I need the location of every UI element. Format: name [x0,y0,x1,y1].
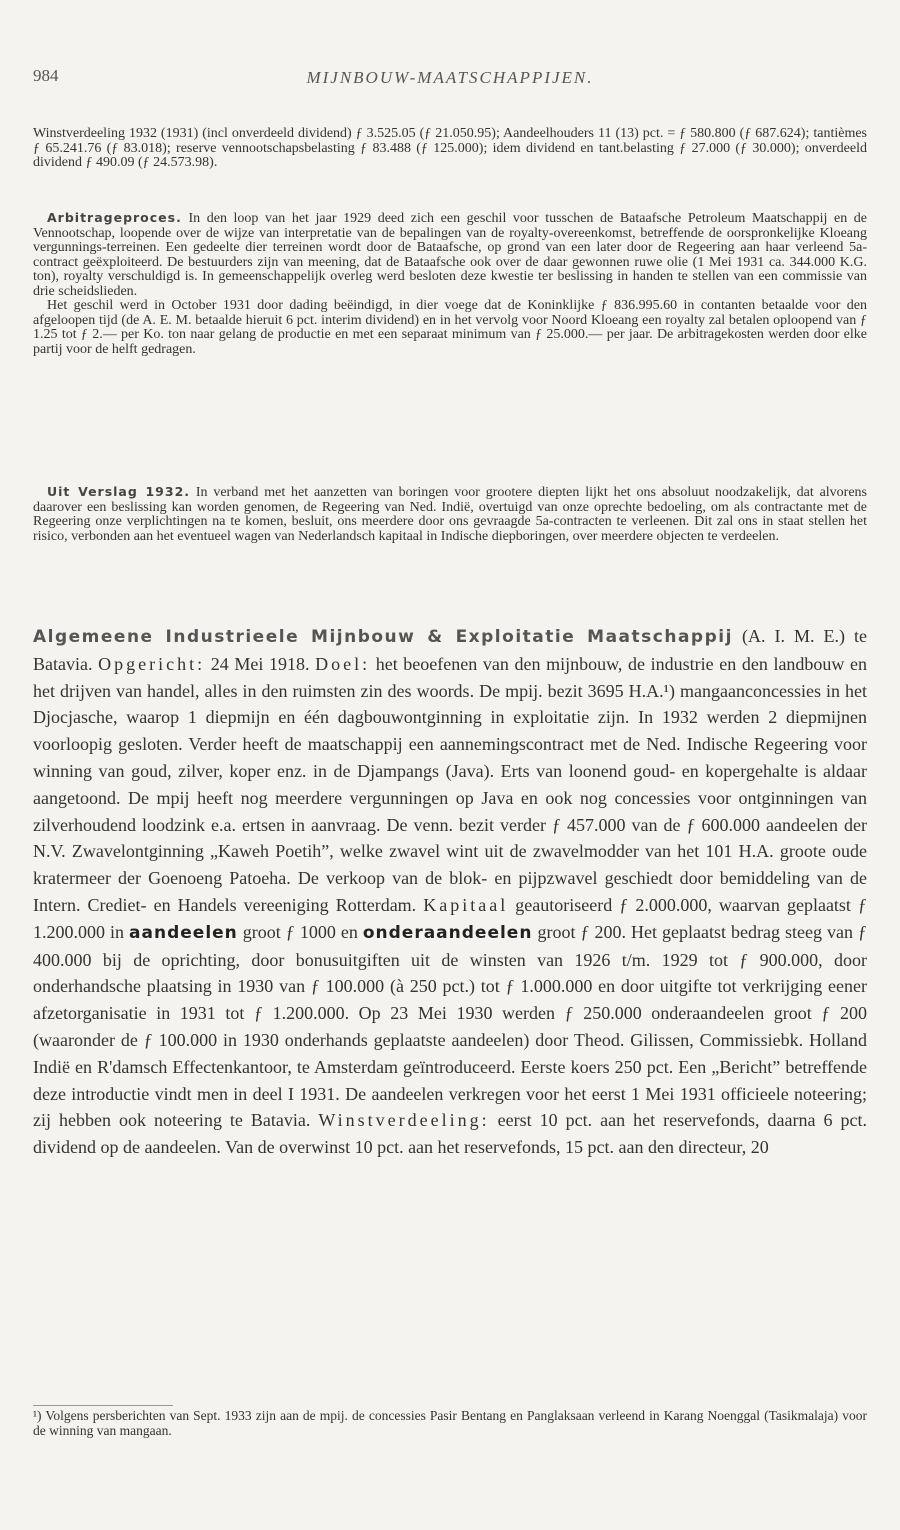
arbitrage-paragraph-1 [33,211,867,299]
company-paragraph [33,623,867,1161]
arbitrage-heading: Arbitrageproces. [47,210,182,225]
verslag-heading: Uit Verslag 1932. [47,484,191,499]
verslag-text: In verband met het aanzetten van boringen voor grootere diepten lijkt het ons absoluut noodzakelijk, dat alvorens daarover een beslissing kan worden genomen, de Regeering van Ned. Indië, overtuigd van onze oprechte bedoeling, om als contractante met de Regeering onze verplichtingen na te komen, besluit, ons meerdere door ons gevraagde 5a-contracten te verleenen. Dit zal ons in staat stellen het risico, verbonden aan het eventueel wagen van Nederlandsch kapitaal in Indische diepboringen, over meerdere objecten te verdeelen. [33,485,867,544]
opgericht-label: Opgericht: [98,653,206,674]
company-section [33,623,867,1161]
verslag-paragraph [33,485,867,544]
opgericht-date: 24 Mei 1918. [210,653,310,674]
footnote-divider [33,1405,173,1406]
company-abbr: (A. I. M. E.) te Batavia. [33,626,867,674]
aandeelen-term: aandeelen [129,922,238,943]
page-header [33,66,867,92]
arbitrage-text-1: In den loop van het jaar 1929 deed zich een geschil voor tusschen de Bataafsche Petroleum Maatschappij en de Vennootschap, loopende over de wijze van interpretatie van de bepalingen van de royalty-overeenkomst, betreffende de oorspronkelijke Kloeang vergunnings-terreinen. Een gedeelte dier terreinen wordt door de Bataafsche, op grond van een later door de Regeering aan haar verleend 5a-contract geëxploiteerd. De bestuurders zijn van meening, dat de Bataafsche ook over de daar gewonnen ruwe olie (1 Mei 1931 ca. 344.000 K.G. ton), royalty verschuldigd is. In gemeenschappelijk overleg werd besloten deze kwestie ter beslissing in handen te stellen van een commissie van drie scheidslieden. [33,211,868,299]
running-title: MIJNBOUW-MAATSCHAPPIJEN. [306,68,594,87]
onderaandeelen-term: onderaandeelen [362,922,533,943]
footnote-text: ¹) Volgens persberichten van Sept. 1933 zijn aan de mpij. de concessies Pasir Bentang en Panglaksaan verleend in Karang Noenggal (Tasikmalaja) voor de winning van mangaan. [33,1408,867,1438]
company-text-3: groot ƒ 1000 en [242,921,358,942]
company-text-2: geautoriseerd ƒ 2.000.000, waarvan geplaatst ƒ 1.200.000 in [33,894,867,942]
page-number: 984 [33,66,59,85]
verslag-section [33,485,867,544]
doel-label: Doel: [315,653,371,674]
footnote [33,1408,867,1438]
arbitrage-paragraph-2: Het geschil werd in October 1931 door dading beëindigd, in dier voege dat de Koninklijke ƒ 836.995.60 in contanten betaalde voor den afgeloopen tijd (de A. E. M. betaalde hieruit 6 pct. interim dividend) en in het vervolg voor Noord Kloeang een royalty zal betalen oploopend van ƒ 1.25 tot ƒ 2.— per Ko. ton naar gelang de productie en met een separaat minimum van ƒ 25.000.— per jaar. De arbitragekosten werden door elke partij voor de helft gedragen. [33,298,867,357]
winstverdeeling-paragraph [33,127,867,171]
winstverdeeling-label: Winstverdeeling: [318,1110,490,1131]
winstverdeeling-text: Winstverdeeling 1932 (1931) (incl onverdeeld dividend) ƒ 3.525.05 (ƒ 21.050.95); Aandeelhouders 11 (13) pct. = ƒ 580.800 (ƒ 687.624); tantièmes ƒ 65.241.76 (ƒ 83.018); reserve vennootschapsbelasting ƒ 83.488 (ƒ 125.000); idem dividend en tant.belasting ƒ 27.000 (ƒ 30.000); onverdeeld dividend ƒ 490.09 (ƒ 24.573.98). [33,126,867,170]
company-name: Algemeene Industrieele Mijnbouw & Exploitatie Maatschappij [33,627,733,647]
company-text-5: eerst 10 pct. aan het reservefonds, daarna 6 pct. dividend op de aandeelen. Van de overwinst 10 pct. aan het reservefonds, 15 pct. aan den directeur, 20 [33,1110,867,1158]
company-text-1: het beoefenen van den mijnbouw, de industrie en den landbouw en het drijven van handel, alles in den ruimsten zin des woords. De mpij. bezit 3695 H.A.¹) mangaanconcessies in het Djocjasche, waarop 1 diepmijn en één dagbouwontginning in exploitatie zijn. In 1932 werden 2 diepmijnen voorloopig gesloten. Verder heeft de maatschappij een aannemingscontract met de Ned. Indische Regeering voor winning van goud, zilver, koper enz. in de Djampangs (Java). Erts van loonend goud- en kopergehalte is aldaar aangetoond. De mpij heeft nog meerdere vergunningen op Java en ook nog concessies voor ontginningen van zilverhoudend loodzink e.a. ertsen in aanvraag. De venn. bezit verder ƒ 457.000 van de ƒ 600.000 aandeelen der N.V. Zwavelontginning „Kaweh Poetih”, welke zwavel wint uit de zwavelmodder van het 101 H.A. groote oude kratermeer der Goenoeng Patoeha. De verkoop van de blok- en pijpzwavel geschiedt door bemiddeling van de Intern. Crediet- en Handels vereeniging Rotterdam. [33,653,868,915]
arbitrage-section [33,211,867,357]
kapitaal-label: Kapitaal [423,894,509,915]
company-text-4: groot ƒ 200. Het geplaatst bedrag steeg van ƒ 400.000 bij de oprichting, door bonusuitgiften uit de winsten van 1926 t/m. 1929 tot ƒ 900.000, door onderhandsche plaatsing in 1930 van ƒ 100.000 (à 250 pct.) tot ƒ 1.000.000 en door uitgifte tot verkrijging eener afzetorganisatie in 1931 tot ƒ 1.200.000. Op 23 Mei 1930 werden ƒ 250.000 onderaandeelen groot ƒ 200 (waaronder de ƒ 100.000 in 1930 onderhands geplaatste aandeelen) door Theod. Gilissen, Commissiebk. Holland Indië en R'damsch Effectenkantoor, te Amsterdam geïntroduceerd. Eerste koers 250 pct. Een „Bericht” betreffende deze introductie vindt men in deel I 1931. De aandeelen verkregen voor het eerst 1 Mei 1931 officieele noteering; zij hebben ook noteering te Batavia. [33,921,867,1131]
